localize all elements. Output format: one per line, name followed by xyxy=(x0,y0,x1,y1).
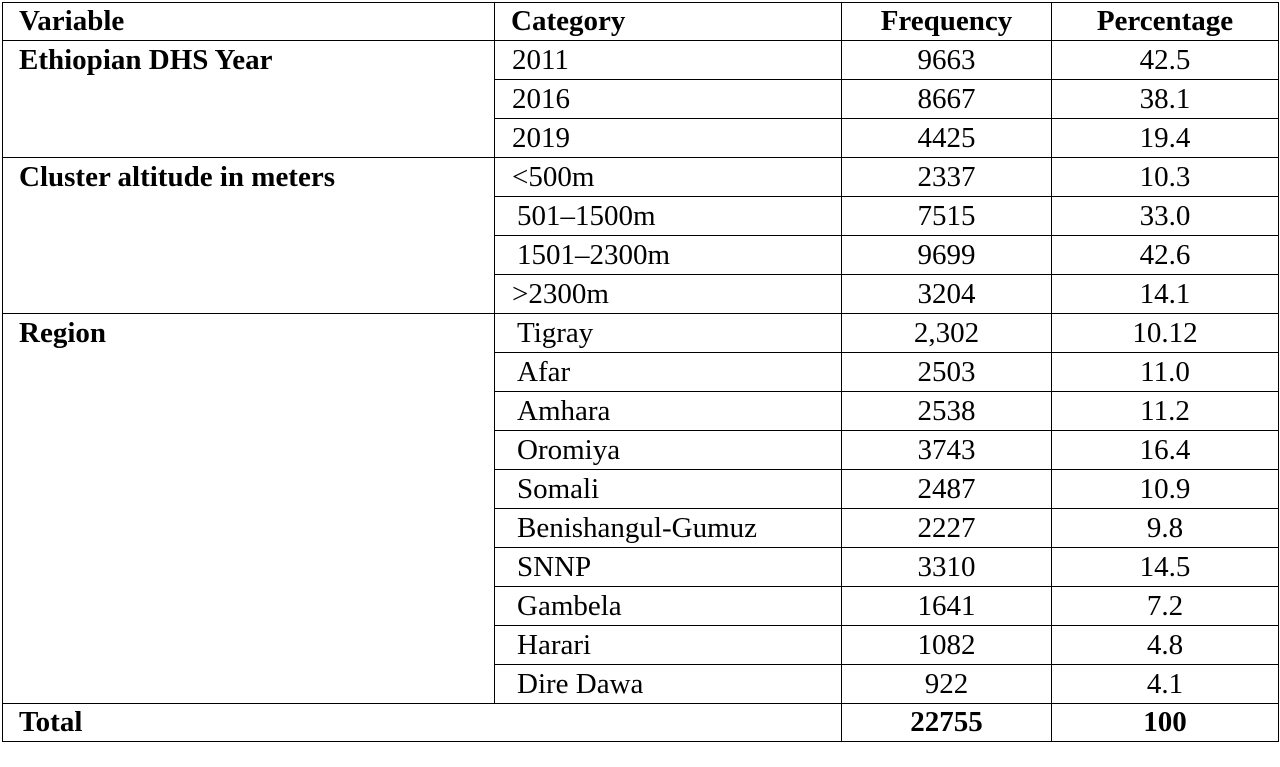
percentage-cell: 14.5 xyxy=(1052,548,1279,587)
frequency-cell: 9663 xyxy=(842,41,1052,80)
frequency-cell: 9699 xyxy=(842,236,1052,275)
frequency-cell: 4425 xyxy=(842,119,1052,158)
frequency-cell: 2538 xyxy=(842,392,1052,431)
total-percentage: 100 xyxy=(1052,704,1279,742)
total-label: Total xyxy=(3,704,842,742)
frequency-cell: 3310 xyxy=(842,548,1052,587)
percentage-cell: 10.9 xyxy=(1052,470,1279,509)
frequency-table xyxy=(2,2,1279,742)
frequency-cell: 3743 xyxy=(842,431,1052,470)
category-cell: Afar xyxy=(495,353,842,392)
percentage-cell: 4.8 xyxy=(1052,626,1279,665)
total-row xyxy=(3,704,1279,742)
frequency-cell: 2337 xyxy=(842,158,1052,197)
frequency-cell: 2227 xyxy=(842,509,1052,548)
percentage-cell: 11.0 xyxy=(1052,353,1279,392)
header-row xyxy=(3,3,1279,41)
category-cell: Harari xyxy=(495,626,842,665)
percentage-cell: 42.6 xyxy=(1052,236,1279,275)
category-cell: Amhara xyxy=(495,392,842,431)
category-cell: Gambela xyxy=(495,587,842,626)
header-variable: Variable xyxy=(3,3,495,41)
category-cell: >2300m xyxy=(495,275,842,314)
group-variable-label: Region xyxy=(3,314,495,704)
category-cell: <500m xyxy=(495,158,842,197)
header-frequency: Frequency xyxy=(842,3,1052,41)
frequency-cell: 7515 xyxy=(842,197,1052,236)
percentage-cell: 16.4 xyxy=(1052,431,1279,470)
percentage-cell: 4.1 xyxy=(1052,665,1279,704)
percentage-cell: 11.2 xyxy=(1052,392,1279,431)
group-variable-label: Cluster altitude in meters xyxy=(3,158,495,314)
percentage-cell: 38.1 xyxy=(1052,80,1279,119)
frequency-cell: 8667 xyxy=(842,80,1052,119)
category-cell: 2016 xyxy=(495,80,842,119)
frequency-cell: 3204 xyxy=(842,275,1052,314)
frequency-cell: 1641 xyxy=(842,587,1052,626)
category-cell: Tigray xyxy=(495,314,842,353)
table-row xyxy=(3,314,1279,353)
category-cell: SNNP xyxy=(495,548,842,587)
category-cell: 2019 xyxy=(495,119,842,158)
category-cell: 501–1500m xyxy=(495,197,842,236)
table-row xyxy=(3,158,1279,197)
percentage-cell: 42.5 xyxy=(1052,41,1279,80)
percentage-cell: 10.3 xyxy=(1052,158,1279,197)
percentage-cell: 10.12 xyxy=(1052,314,1279,353)
category-cell: Dire Dawa xyxy=(495,665,842,704)
percentage-cell: 7.2 xyxy=(1052,587,1279,626)
percentage-cell: 9.8 xyxy=(1052,509,1279,548)
frequency-cell: 2,302 xyxy=(842,314,1052,353)
category-cell: 2011 xyxy=(495,41,842,80)
percentage-cell: 14.1 xyxy=(1052,275,1279,314)
percentage-cell: 19.4 xyxy=(1052,119,1279,158)
percentage-cell: 33.0 xyxy=(1052,197,1279,236)
header-category: Category xyxy=(495,3,842,41)
frequency-cell: 1082 xyxy=(842,626,1052,665)
group-variable-label: Ethiopian DHS Year xyxy=(3,41,495,158)
frequency-cell: 922 xyxy=(842,665,1052,704)
category-cell: Somali xyxy=(495,470,842,509)
header-percentage: Percentage xyxy=(1052,3,1279,41)
category-cell: Oromiya xyxy=(495,431,842,470)
frequency-cell: 2503 xyxy=(842,353,1052,392)
category-cell: 1501–2300m xyxy=(495,236,842,275)
total-frequency: 22755 xyxy=(842,704,1052,742)
table-row xyxy=(3,41,1279,80)
frequency-cell: 2487 xyxy=(842,470,1052,509)
category-cell: Benishangul-Gumuz xyxy=(495,509,842,548)
